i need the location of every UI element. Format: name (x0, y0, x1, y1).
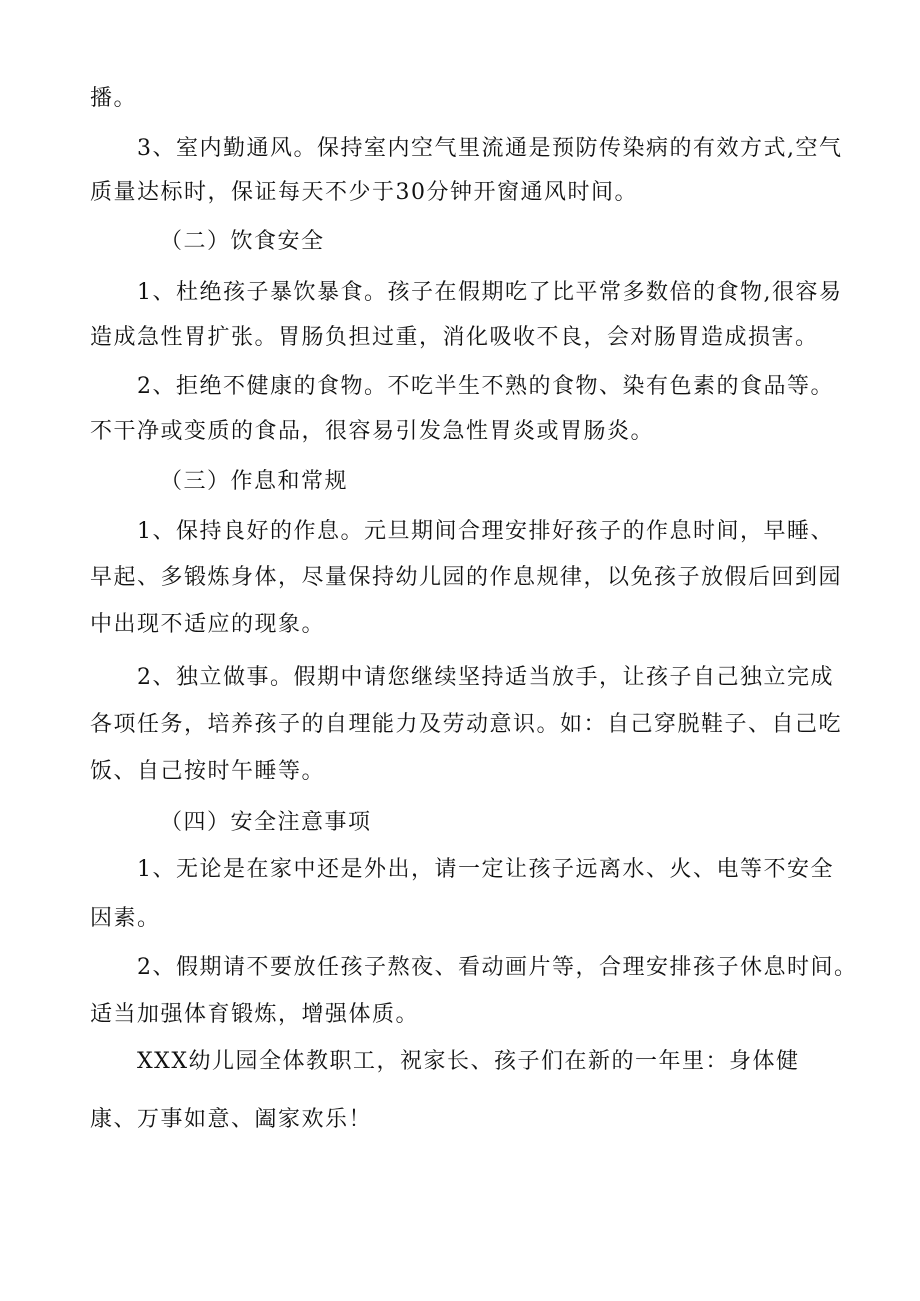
paragraph-line: 1、保持良好的作息。元旦期间合理安排好孩子的作息时间，早睡、 (137, 519, 834, 544)
paragraph-line: 不干净或变质的食品，很容易引发急性胃炎或胃肠炎。 (90, 419, 655, 444)
paragraph-line: 中出现不适应的现象。 (90, 612, 326, 637)
section-heading: （四）安全注意事项 (160, 810, 372, 835)
paragraph-line: 2、独立做事。假期中请您继续坚持适当放手，让孩子自己独立完成 (137, 665, 834, 690)
paragraph-line: 各项任务，培养孩子的自理能力及劳动意识。如：自己穿脱鞋子、自己吃 (90, 712, 843, 737)
paragraph-line: 质量达标时，保证每天不少于30分钟开窗通风时间。 (90, 180, 638, 205)
closing-line: XXX幼儿园全体教职工，祝家长、孩子们在新的一年里：身体健 (137, 1049, 800, 1074)
paragraph-line: 因素。 (90, 906, 161, 931)
paragraph-line: 2、拒绝不健康的食物。不吃半生不熟的食物、染有色素的食品等。 (137, 374, 834, 399)
paragraph-line: 适当加强体育锻炼，增强体质。 (90, 1002, 420, 1027)
paragraph-line: 1、杜绝孩子暴饮暴食。孩子在假期吃了比平常多数倍的食物,很容易 (137, 280, 843, 305)
paragraph-line: 播。 (90, 86, 138, 111)
paragraph-line: 1、无论是在家中还是外出，请一定让孩子远离水、火、电等不安全 (137, 857, 834, 882)
section-heading: （三）作息和常规 (160, 469, 349, 494)
paragraph-line: 3、室内勤通风。保持室内空气里流通是预防传染病的有效方式,空气 (137, 136, 843, 161)
paragraph-line: 2、假期请不要放任孩子熬夜、看动画片等，合理安排孩子休息时间。 (137, 955, 858, 980)
section-heading: （二）饮食安全 (160, 229, 325, 254)
paragraph-line: 早起、多锻炼身体，尽量保持幼儿园的作息规律，以免孩子放假后回到园 (90, 565, 843, 590)
paragraph-line: 造成急性胃扩张。胃肠负担过重，消化吸收不良，会对肠胃造成损害。 (90, 325, 819, 350)
closing-line: 康、万事如意、阖家欢乐！ (90, 1107, 373, 1132)
paragraph-line: 饭、自己按时午睡等。 (90, 759, 326, 784)
